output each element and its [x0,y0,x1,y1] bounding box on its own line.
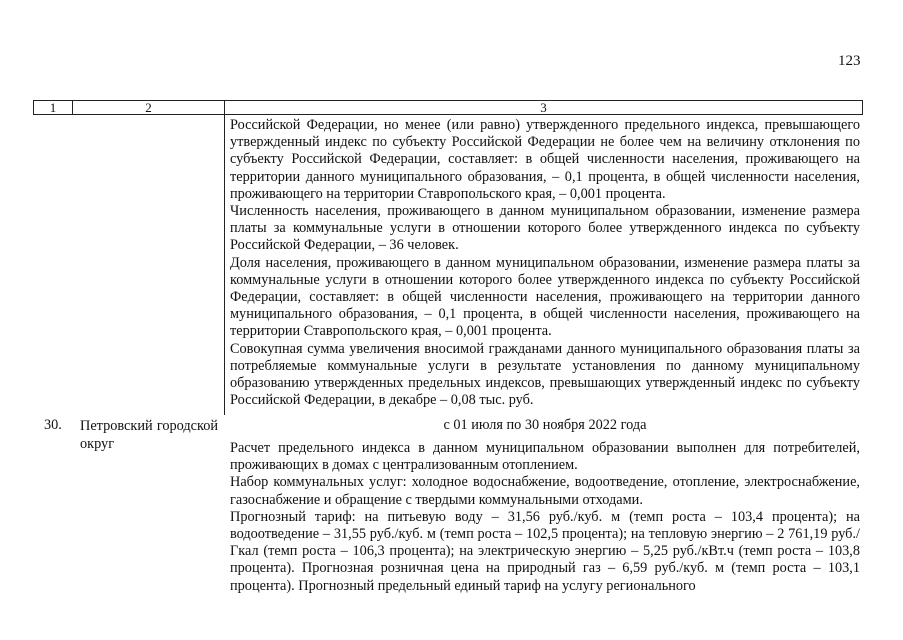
column-divider [224,115,225,415]
paragraph: Российской Федерации, но менее (или равно) утвержденного предельного индекса, превышающего утвержденный индекс по субъекту Российской Федерации не более чем на величину отклонения по субъекту Российской Федерации, составляет: в общей численности населения, проживающего на территории данного муниципального образования, – 0,1 процента, в общей численности населения, проживающего на территории Ставропольского края, – 0,001 процента. [230,117,860,202]
paragraph: Прогнозный тариф: на питьевую воду – 31,56 руб./куб. м (темп роста – 103,4 процента); на водоотведение – 31,55 руб./куб. м (темп роста – 102,5 процента); на тепловую энергию – 2 761,19 руб./Гкал (темп роста – 106,3 процента); на электрическую энергию – 5,25 руб./кВт.ч (темп роста – 103,8 процента). Прогнозная розничная цена на природный газ – 6,59 руб./куб. м (темп роста – 103,1 процента). Прогнозный предельный единый тариф на услугу регионального [230,508,860,594]
continuation-text [230,117,860,409]
municipality-name: Петровский городской округ [80,418,218,452]
row-number: 30. [44,417,62,433]
period-heading: с 01 июля по 30 ноября 2022 года [443,417,647,433]
page-number: 123 [838,53,861,69]
paragraph: Набор коммунальных услуг: холодное водоснабжение, водоотведение, отопление, электроснабжение, газоснабжение и обращение с твердыми коммунальными отходами. [230,474,860,508]
paragraph: Доля населения, проживающего в данном муниципальном образовании, изменение размера платы за коммунальные услуги в отношении которого более утвержденного индекса по субъекту Российской Федерации, составляет: в общей численности населения, проживающего на территории данного муниципального образования, – 0,1 процента, в общей численности населения, проживающего на территории Ставропольского края, – 0,001 процента. [230,254,860,340]
table-header-col-2: 2 [73,101,225,114]
table-header-col-3: 3 [540,100,547,115]
paragraph: Совокупная сумма увеличения вносимой гражданами данного муниципального образования платы за потребляемые коммунальные услуги в результате установления по данному муниципальному образованию утвержденных предельных индексов, превышающих утвержденный индекс по субъекту Российской Федерации, в декабре – 0,08 тыс. руб. [230,340,860,409]
paragraph: Расчет предельного индекса в данном муниципальном образовании выполнен для потребителей, проживающих в домах с централизованным отоплением. [230,440,860,474]
table-header-col-1: 1 [34,101,73,114]
row30-text [230,440,860,595]
table-header-row [33,100,863,115]
paragraph: Численность населения, проживающего в данном муниципальном образовании, изменение размера платы за коммунальные услуги в отношении которого более утвержденного индекса по субъекту Российской Федерации, – 36 человек. [230,203,860,254]
